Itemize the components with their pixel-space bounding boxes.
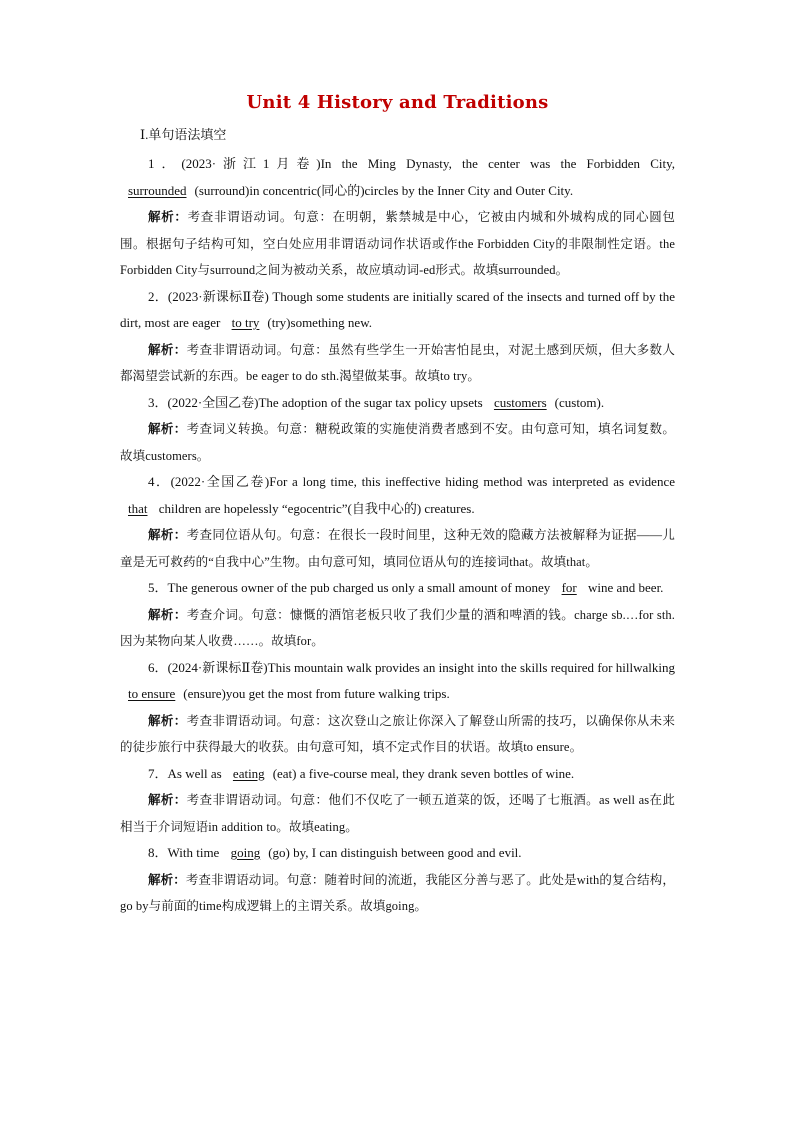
question-prefix: 5．The generous owner of the pub charged us only a small amount of money — [148, 580, 554, 595]
explanation — [120, 337, 675, 390]
question-suffix: (custom). — [554, 394, 605, 410]
explanation — [120, 522, 675, 575]
document-page — [120, 92, 675, 920]
question-6 — [120, 655, 675, 761]
question-text — [120, 575, 675, 602]
explanation — [120, 602, 675, 655]
section-heading: Ⅰ.单句语法填空 — [140, 127, 227, 142]
answer-blank: customers — [493, 394, 547, 410]
explanation-label: 解析： — [148, 872, 186, 887]
question-suffix: (surround)in concentric(同心的)circles by the Inner City and Outer City. — [194, 182, 574, 198]
question-2 — [120, 284, 675, 390]
question-8 — [120, 840, 675, 920]
question-suffix: (ensure)you get the most from future walking trips. — [183, 686, 450, 701]
explanation-label: 解析： — [148, 210, 188, 224]
question-prefix: 2．(2023·新课标Ⅱ卷) Though some students are initially scared of the insects and turned off by the dirt, most are eager — [120, 288, 675, 330]
explanation — [120, 708, 675, 761]
explanation-text: 考查非谓语动词。句意：这次登山之旅让你深入了解登山所需的技巧，以确保你从未来的徒步旅行中获得最大的收获。由句意可知，填不定式作目的状语。故填to ensure。 — [120, 713, 675, 754]
answer-blank: going — [230, 845, 261, 860]
question-prefix: 8．With time — [148, 845, 223, 860]
explanation-label: 解析： — [148, 342, 187, 357]
answer-blank: that — [128, 500, 148, 516]
explanation-label: 解析： — [148, 713, 187, 728]
page-title: Unit 4 History and Traditions — [246, 92, 549, 113]
question-text — [120, 469, 675, 522]
question-text — [120, 151, 675, 204]
question-prefix: 4．(2022·全国乙卷)For a long time, this ineffective hiding method was interpreted as evidence — [148, 474, 675, 489]
question-text — [120, 390, 675, 417]
explanation-label: 解析： — [148, 422, 187, 436]
explanation — [120, 416, 675, 469]
explanation-text: 考查介词。句意：慷慨的酒馆老板只收了我们少量的酒和啤酒的钱。charge sb.…for sth.因为某物向某人收费……。故填for。 — [120, 607, 675, 648]
question-4 — [120, 469, 675, 575]
question-7 — [120, 761, 675, 841]
question-1 — [120, 151, 675, 284]
question-suffix: (eat) a five-course meal, they drank seven bottles of wine. — [272, 765, 575, 781]
explanation — [120, 867, 675, 920]
explanation-label: 解析： — [148, 793, 187, 807]
question-suffix: children are hopelessly “egocentric”(自我中心的) creatures. — [155, 500, 475, 516]
answer-blank: to try — [231, 315, 260, 330]
answer-blank: to ensure — [128, 686, 176, 701]
explanation-label: 解析： — [148, 528, 187, 542]
question-prefix: 6．(2024·新课标Ⅱ卷)This mountain walk provides an insight into the skills required for hillwalking — [148, 659, 675, 675]
question-text — [120, 761, 675, 788]
question-text — [120, 840, 675, 867]
explanation-text: 考查同位语从句。句意：在很长一段时间里，这种无效的隐藏方法被解释为证据——儿童是无可救药的“自我中心”生物。由句意可知，填同位语从句的连接词that。故填that。 — [120, 528, 675, 569]
answer-blank: surrounded — [128, 182, 187, 198]
explanation-text: 考查非谓语动词。句意：随着时间的流逝，我能区分善与恶了。此处是with的复合结构，go by与前面的time构成逻辑上的主谓关系。故填going。 — [120, 872, 675, 913]
question-suffix: (go) by, I can distinguish between good and evil. — [268, 845, 522, 860]
question-3 — [120, 390, 675, 470]
explanation — [120, 204, 675, 284]
explanation-label: 解析： — [148, 607, 187, 622]
answer-blank: for — [561, 580, 577, 595]
question-prefix: 1．(2023·浙江1月卷)In the Ming Dynasty, the center was the Forbidden City, — [148, 156, 675, 171]
question-prefix: 3．(2022·全国乙卷)The adoption of the sugar tax policy upsets — [148, 394, 486, 410]
question-prefix: 7．As well as — [148, 765, 225, 781]
question-5 — [120, 575, 675, 655]
question-text — [120, 655, 675, 708]
question-text — [120, 284, 675, 337]
explanation — [120, 787, 675, 840]
explanation-text: 考查词义转换。句意：糖税政策的实施使消费者感到不安。由句意可知，填名词复数。故填customers。 — [120, 422, 675, 463]
question-suffix: (try)something new. — [267, 315, 372, 330]
answer-blank: eating — [232, 765, 265, 781]
explanation-text: 考查非谓语动词。句意：虽然有些学生一开始害怕昆虫，对泥土感到厌烦，但大多数人都渴望尝试新的东西。be eager to do sth.渴望做某事。故填to try。 — [120, 342, 675, 383]
question-suffix: wine and beer. — [584, 580, 664, 595]
explanation-text: 考查非谓语动词。句意：他们不仅吃了一顿五道菜的饭，还喝了七瓶酒。as well as在此相当于介词短语in addition to。故填eating。 — [120, 793, 675, 834]
explanation-text: 考查非谓语动词。句意：在明朝，紫禁城是中心，它被由内城和外城构成的同心圆包围。根据句子结构可知，空白处应用非谓语动词作状语或作the Forbidden City的非限制性定语。the Forbidden City与surround之间为被动关系，故应填动词-ed形式。故填surrounded。 — [120, 210, 675, 277]
